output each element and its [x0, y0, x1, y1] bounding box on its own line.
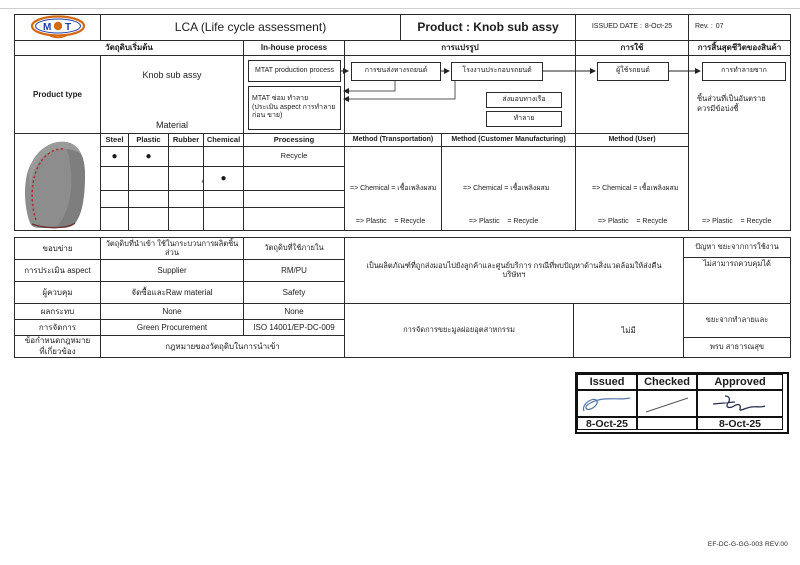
- method-customer-header: Method (Customer Manufacturing): [441, 133, 576, 147]
- flow-box-transport: การขนส่งทางรถยนต์: [351, 62, 441, 81]
- flow-box-destroy: ทำลาย: [486, 111, 562, 127]
- checked-signature: [637, 390, 697, 417]
- column-header-transformation: การแปรรูป: [344, 40, 576, 56]
- cell-processing-row3: [243, 190, 345, 208]
- cell-rubber-row1: [168, 146, 204, 167]
- mtat-repair-line3: ก่อน ขาย): [252, 112, 283, 120]
- cell-plastic-row4: [128, 207, 169, 231]
- product-name: Knob sub assy: [142, 70, 202, 80]
- approved-date: 8-Oct-25: [697, 417, 783, 430]
- flow-box-mtat-production: MTAT production process: [248, 60, 341, 82]
- column-header-end-of-life: การสิ้นสุดชีวิตของสินค้า: [688, 40, 791, 56]
- product-photo: [15, 134, 100, 230]
- issued-date: 8-Oct-25: [577, 417, 637, 430]
- cell-chemical-row1: [203, 146, 244, 167]
- cell-rubber-row3: [168, 190, 204, 208]
- aspect-supplier: Supplier: [100, 259, 244, 282]
- use-problem-note: ไม่สามารถควบคุมได้: [683, 257, 791, 304]
- cell-rubber-row4: [168, 207, 204, 231]
- signoff-header-approved: Approved: [697, 374, 783, 390]
- hazard-note-line2: ควรมีข้อบ่งชี้: [697, 103, 739, 113]
- flow-box-assembly-plant: โรงงานประกอบรถยนต์: [451, 62, 543, 81]
- product-photo-cell: [14, 133, 101, 231]
- material-header-rubber: Rubber: [168, 133, 204, 147]
- cell-processing-row4: [243, 207, 345, 231]
- row-label-legal: ข้อกำหนดกฎหมาย ที่เกี่ยวข้อง: [14, 335, 101, 358]
- logo-globe-icon: [53, 22, 61, 30]
- waste-management-cell: การจัดการขยะมูลฝอยอุตสาหกรรม: [344, 303, 574, 358]
- management-green-procurement: Green Procurement: [100, 319, 244, 336]
- product-type-label: Product type: [14, 55, 101, 134]
- method-customer-lines: => Chemical = เชื้อเพลิงผสม => Plastic = Recycle: [463, 185, 550, 225]
- eol-law-cell: พรบ สาธารณสุข: [683, 337, 791, 358]
- cell-steel-row2: [100, 166, 129, 191]
- row-label-impact: ผลกระทบ: [14, 303, 101, 320]
- scope-imported-materials: วัตถุดิบที่นำเข้า ใช้ในกระบวนการผลิตชิ้นส่วน: [100, 237, 244, 260]
- logo-cell: [14, 14, 101, 41]
- end-of-life-method-lines: => Plastic = Recycle: [702, 218, 772, 225]
- rev-label: Rev. :: [695, 23, 713, 31]
- cell-processing-row2: [243, 166, 345, 191]
- material-header-steel: Steel: [100, 133, 129, 147]
- row-label-management: การจัดการ: [14, 319, 101, 336]
- row-label-scope: ขอบข่าย: [14, 237, 101, 260]
- processing-row1: Recycle: [243, 146, 345, 167]
- approved-signature: [697, 390, 783, 417]
- method-user-header: Method (User): [575, 133, 689, 147]
- aspect-rm-pu: RM/PU: [243, 259, 345, 282]
- material-label: Material: [155, 119, 188, 130]
- signoff-header-checked: Checked: [637, 374, 697, 390]
- revision-cell: [688, 14, 791, 41]
- flow-box-car-user: ผู้ใช้รถยนต์: [597, 62, 669, 81]
- management-iso: ISO 14001/EP-DC-009: [243, 319, 345, 336]
- document-number: EF-DC-G-GG-003 REV.00: [707, 541, 788, 548]
- material-header-processing: Processing: [243, 133, 345, 147]
- issued-date-cell: [575, 14, 689, 41]
- material-header-plastic: Plastic: [128, 133, 169, 147]
- mtat-repair-line1: MTAT ซ่อม ทำลาย: [252, 95, 309, 103]
- logo-letter-t: T: [64, 22, 71, 33]
- cell-steel-row3: [100, 190, 129, 208]
- product-title: Product : Knob sub assy: [400, 14, 576, 41]
- material-header-chemical: Chemical: [203, 133, 244, 147]
- method-transportation-header: Method (Transportation): [344, 133, 442, 147]
- issued-signature: [577, 390, 637, 417]
- mark-rubber-row2: [168, 166, 204, 191]
- mtat-repair-line2: (ประเมิน aspect การทำลาย: [252, 103, 336, 111]
- column-header-use: การใช้: [575, 40, 689, 56]
- impact-col2: None: [100, 303, 244, 320]
- method-user-lines: => Chemical = เชื้อเพลิงผสม => Plastic = Recycle: [592, 185, 679, 225]
- flow-box-ship-delivery: ส่งมอบทางเรือ: [486, 92, 562, 108]
- issued-date-value: 8-Oct-25: [644, 23, 673, 31]
- hazard-note-line1: ชิ้นส่วนที่เป็นอันตราย: [697, 94, 766, 103]
- hazard-note: [697, 94, 787, 114]
- legal-requirement-value: กฎหมายของวัตถุดิบในการนำเข้า: [100, 335, 345, 358]
- cell-chemical-row4: [203, 207, 244, 231]
- issued-date-label: ISSUED DATE :: [591, 23, 642, 31]
- scan-artifact-line: [0, 8, 800, 9]
- cell-chemical-row3: [203, 190, 244, 208]
- company-logo: [26, 15, 90, 40]
- cell-plastic-row3: [128, 190, 169, 208]
- eol-waste-cell: ขยะจากทำลายและ: [683, 303, 791, 338]
- rev-value: 07: [715, 23, 724, 31]
- document-title: LCA (Life cycle assessment): [100, 14, 401, 41]
- product-name-cell: [100, 55, 244, 134]
- cell-plastic-row2: [128, 166, 169, 191]
- impact-col3: None: [243, 303, 345, 320]
- scope-internal-materials: วัตถุดิบที่ใช้ภายใน: [243, 237, 345, 260]
- column-header-raw-material: วัตถุดิบเริ่มต้น: [14, 40, 244, 56]
- use-management-none: ไม่มี: [573, 303, 684, 358]
- flow-box-scrap-disposal: การทำลายซาก: [702, 62, 786, 81]
- row-label-aspect: การประเมิน aspect: [14, 259, 101, 282]
- controller-procurement: จัดซื้อและRaw material: [100, 281, 244, 304]
- controller-safety: Safety: [243, 281, 345, 304]
- use-problem-title: ปัญหา ขยะจากการใช้งาน: [683, 237, 791, 258]
- mark-plastic-row1: ●: [128, 146, 169, 167]
- mark-chemical-row2: ●: [203, 166, 244, 191]
- checked-date: [637, 417, 697, 430]
- column-header-inhouse-process: In-house process: [243, 40, 345, 56]
- signoff-table: [575, 372, 789, 434]
- row-label-controller: ผู้ควบคุม: [14, 281, 101, 304]
- logo-letter-m: M: [42, 22, 51, 33]
- flow-box-mtat-repair: [248, 86, 341, 130]
- cell-steel-row4: [100, 207, 129, 231]
- delivered-product-note: เป็นผลิตภัณฑ์ที่ถูกส่งมอบไปยังลูกค้าและศูนย์บริการ กรณีที่พบปัญหาด้านสิ่งแวดล้อมให้ส่งคืนบริษัทฯ: [344, 237, 684, 304]
- method-transportation-lines: => Chemical = เชื้อเพลิงผสม => Plastic = Recycle: [350, 185, 437, 225]
- mark-steel-row1: ●: [100, 146, 129, 167]
- signoff-header-issued: Issued: [577, 374, 637, 390]
